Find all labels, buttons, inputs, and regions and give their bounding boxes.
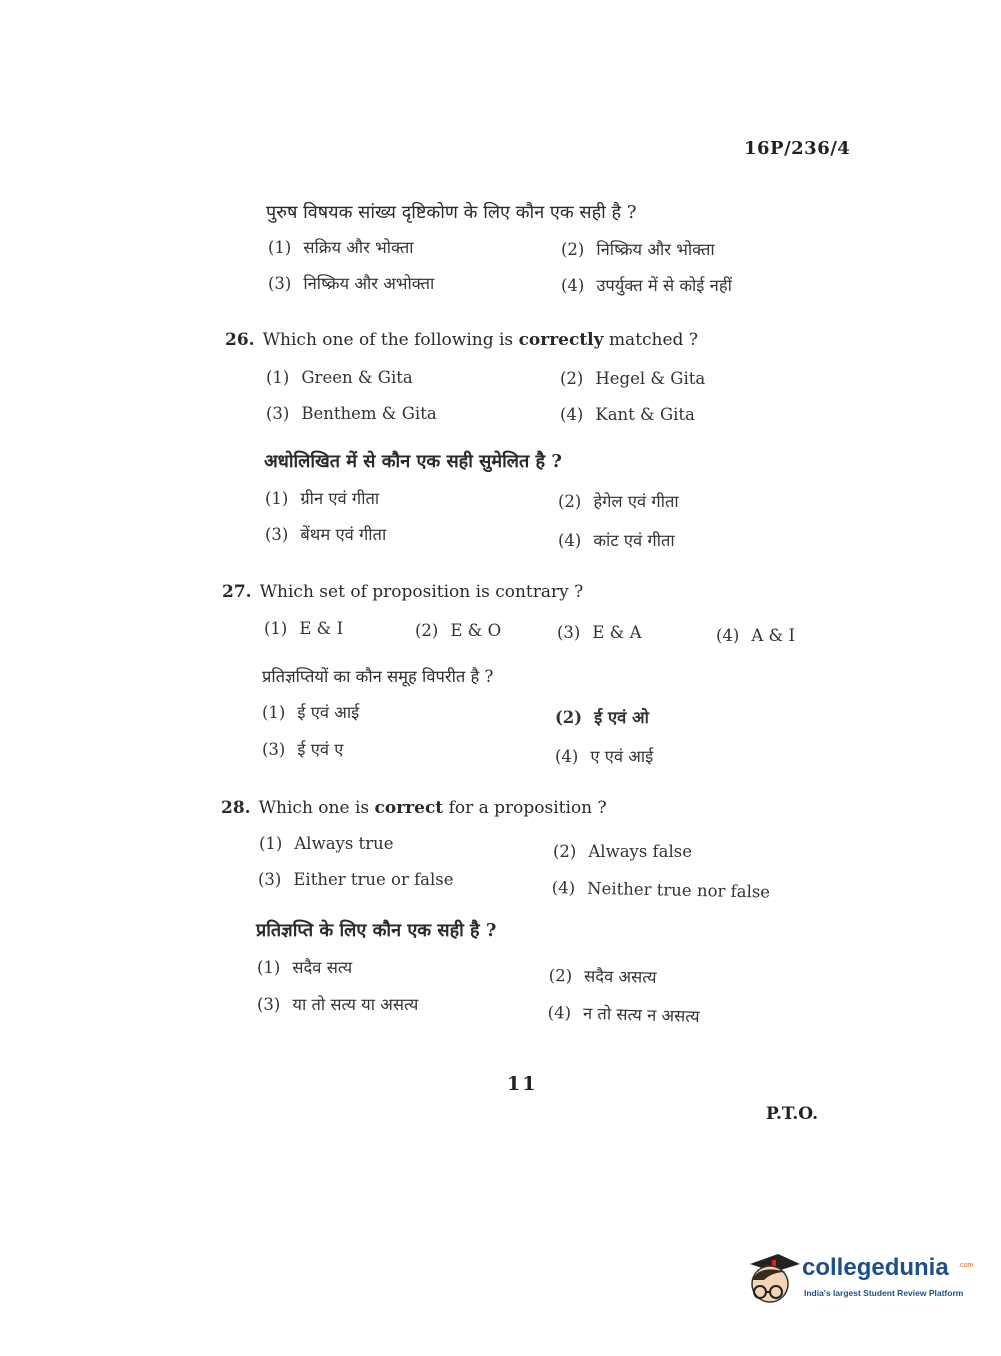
q26-option-3: (3) Benthem & Gita <box>266 404 437 423</box>
q26-hindi-option-1: (1) ग्रीन एवं गीता <box>265 489 380 508</box>
q28-hindi-question: प्रतिज्ञप्ति के लिए कौन एक सही है ? <box>256 920 497 941</box>
page-number: 11 <box>507 1073 538 1095</box>
logo-suffix: .com <box>958 1262 974 1269</box>
q27-option-1: (1) E & I <box>264 619 344 638</box>
q27-option-4: (4) A & I <box>716 626 795 645</box>
q27-hindi-option-3: (3) ई एवं ए <box>262 740 344 759</box>
collegedunia-logo <box>742 1250 972 1314</box>
q26-option-1: (1) Green & Gita <box>266 368 413 387</box>
q27-hindi-option-2: (2) ई एवं ओ <box>555 708 649 727</box>
q26-question: 26. Which one of the following is correctly matched ? <box>225 330 698 350</box>
q25-hindi-option-4: (4) उपर्युक्त में से कोई नहीं <box>561 276 732 295</box>
q26-option-2: (2) Hegel & Gita <box>560 369 706 388</box>
q27-question: 27. Which set of proposition is contrary ? <box>222 582 584 602</box>
pto-label: P.T.O. <box>766 1104 818 1124</box>
q28-option-1: (1) Always true <box>259 834 394 853</box>
q25-hindi-option-1: (1) सक्रिय और भोक्ता <box>268 238 414 257</box>
q25-hindi-option-3: (3) निष्क्रिय और अभोक्ता <box>268 274 435 293</box>
q27-hindi-option-1: (1) ई एवं आई <box>262 703 360 722</box>
q27-hindi-option-4: (4) ए एवं आई <box>555 747 654 766</box>
q26-hindi-option-3: (3) बेंथम एवं गीता <box>265 525 387 544</box>
q28-question: 28. Which one is correct for a proposition ? <box>221 798 607 818</box>
q28-hindi-option-2: (2) सदैव असत्य <box>548 965 657 987</box>
q27-option-2: (2) E & O <box>415 621 502 640</box>
logo-name: collegedunia <box>802 1254 949 1281</box>
q25-hindi-question: पुरुष विषयक सांख्य दृष्टिकोण के लिए कौन एक सही है ? <box>266 202 637 223</box>
q25-hindi-option-2: (2) निष्क्रिय और भोक्ता <box>561 240 715 259</box>
mascot-icon <box>742 1250 802 1312</box>
q28-hindi-option-4: (4) न तो सत्य न असत्य <box>547 1002 700 1026</box>
q27-hindi-question: प्रतिज्ञप्तियों का कौन समूह विपरीत है ? <box>262 667 494 686</box>
q28-hindi-option-3: (3) या तो सत्य या असत्य <box>257 995 419 1014</box>
q26-hindi-option-2: (2) हेगेल एवं गीता <box>558 492 679 511</box>
q28-option-4: (4) Neither true nor false <box>551 878 771 902</box>
q28-option-2: (2) Always false <box>553 842 693 861</box>
q26-hindi-option-4: (4) कांट एवं गीता <box>558 531 675 550</box>
q27-option-3: (3) E & A <box>557 623 642 642</box>
q28-hindi-option-1: (1) सदैव सत्य <box>257 958 353 977</box>
q26-hindi-question: अधोलिखित में से कौन एक सही सुमेलित है ? <box>264 451 562 472</box>
logo-tagline: India's largest Student Review Platform <box>804 1288 964 1298</box>
q26-option-4: (4) Kant & Gita <box>560 405 695 424</box>
q28-option-3: (3) Either true or false <box>258 870 454 889</box>
paper-code: 16P/236/4 <box>744 138 851 159</box>
